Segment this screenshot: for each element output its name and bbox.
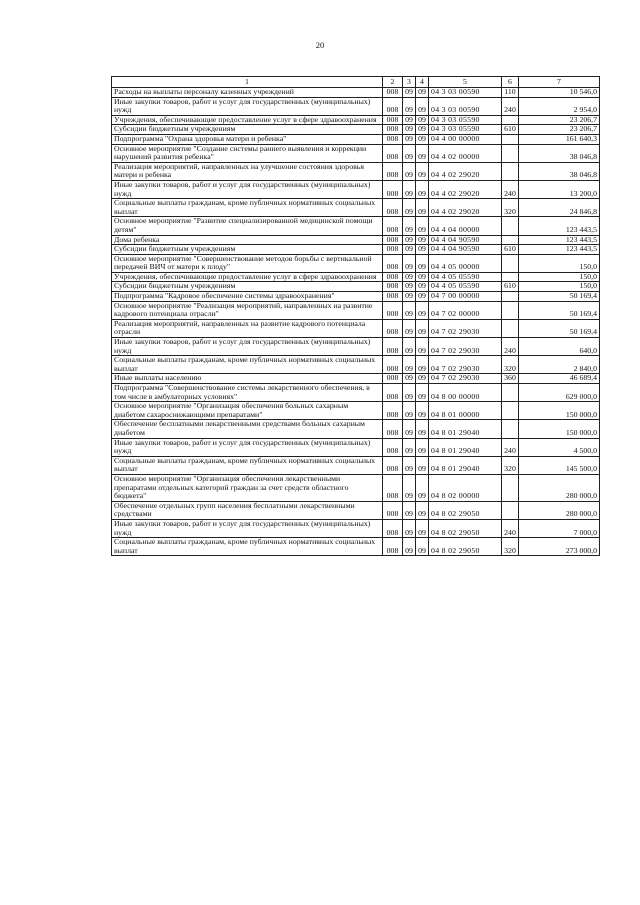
row-subsection-code-cell: 09 (416, 245, 429, 255)
row-subsection-code-cell: 09 (416, 125, 429, 135)
row-amount-cell: 629 000,0 (519, 384, 600, 402)
row-target-article-cell: 04 7 02 00000 (429, 301, 502, 319)
row-section-code-cell: 09 (403, 272, 416, 282)
row-expense-type-cell: 240 (502, 180, 519, 198)
row-amount-cell: 2 840,0 (519, 356, 600, 374)
budget-table (111, 76, 600, 556)
row-target-article-cell: 04 8 02 29050 (429, 501, 502, 519)
table-row (112, 134, 600, 144)
row-expense-type-cell: 320 (502, 356, 519, 374)
row-ministry-code-cell: 008 (383, 88, 403, 98)
row-name-cell: Субсидии бюджетным учреждениям (112, 282, 383, 292)
row-expense-type-cell: 240 (502, 338, 519, 356)
row-expense-type-cell: 360 (502, 374, 519, 384)
row-subsection-code-cell: 09 (416, 519, 429, 537)
row-section-code-cell: 09 (403, 301, 416, 319)
header-cell: 1 (112, 77, 383, 88)
table-row (112, 272, 600, 282)
table-row (112, 199, 600, 217)
header-cell: 2 (383, 77, 403, 88)
row-ministry-code-cell: 008 (383, 282, 403, 292)
row-expense-type-cell (502, 162, 519, 180)
row-name-cell: Социальные выплаты гражданам, кроме публичных нормативных социальных выплат (112, 538, 383, 556)
row-section-code-cell: 09 (403, 254, 416, 272)
row-amount-cell: 50 169,4 (519, 319, 600, 337)
row-name-cell: Реализация мероприятий, направленных на улучшение состояния здоровья матери и ребенка (112, 162, 383, 180)
row-name-cell: Обеспечение бесплатными лекарственными средствами больных сахарным диабетом (112, 420, 383, 438)
table-row (112, 356, 600, 374)
row-ministry-code-cell: 008 (383, 301, 403, 319)
row-section-code-cell: 09 (403, 134, 416, 144)
table-row (112, 301, 600, 319)
row-amount-cell: 23 206,7 (519, 115, 600, 125)
table-row (112, 501, 600, 519)
row-subsection-code-cell: 09 (416, 292, 429, 302)
row-ministry-code-cell: 008 (383, 254, 403, 272)
header-cell: 3 (403, 77, 416, 88)
row-subsection-code-cell: 09 (416, 272, 429, 282)
row-section-code-cell: 09 (403, 338, 416, 356)
table-row (112, 384, 600, 402)
row-subsection-code-cell: 09 (416, 374, 429, 384)
row-expense-type-cell: 610 (502, 125, 519, 135)
row-subsection-code-cell: 09 (416, 134, 429, 144)
row-subsection-code-cell: 09 (416, 402, 429, 420)
row-amount-cell: 145 500,0 (519, 456, 600, 474)
row-ministry-code-cell: 008 (383, 402, 403, 420)
row-subsection-code-cell: 09 (416, 501, 429, 519)
row-subsection-code-cell: 09 (416, 162, 429, 180)
row-ministry-code-cell: 008 (383, 97, 403, 115)
row-amount-cell: 123 443,5 (519, 235, 600, 245)
row-subsection-code-cell: 09 (416, 88, 429, 98)
row-amount-cell: 161 640,3 (519, 134, 600, 144)
row-name-cell: Иные закупки товаров, работ и услуг для государственных (муниципальных) нужд (112, 180, 383, 198)
row-amount-cell: 273 000,0 (519, 538, 600, 556)
row-target-article-cell: 04 4 02 00000 (429, 144, 502, 162)
row-subsection-code-cell: 09 (416, 456, 429, 474)
row-section-code-cell: 09 (403, 235, 416, 245)
row-section-code-cell: 09 (403, 374, 416, 384)
row-section-code-cell: 09 (403, 217, 416, 235)
row-target-article-cell: 04 8 00 00000 (429, 384, 502, 402)
table-row (112, 319, 600, 337)
row-section-code-cell: 09 (403, 199, 416, 217)
row-target-article-cell: 04 3 03 00590 (429, 97, 502, 115)
row-target-article-cell: 04 3 03 05590 (429, 115, 502, 125)
table-row (112, 162, 600, 180)
row-section-code-cell: 09 (403, 292, 416, 302)
row-section-code-cell: 09 (403, 438, 416, 456)
row-section-code-cell: 09 (403, 180, 416, 198)
row-amount-cell: 280 000,0 (519, 501, 600, 519)
row-name-cell: Реализация мероприятий, направленных на развитие кадрового потенциала отрасли (112, 319, 383, 337)
row-amount-cell: 640,0 (519, 338, 600, 356)
row-name-cell: Основное мероприятие "Реализация мероприятий, направленных на развитие кадрового потенциала отрасли" (112, 301, 383, 319)
table-body (112, 88, 600, 556)
row-section-code-cell: 09 (403, 282, 416, 292)
row-section-code-cell: 09 (403, 456, 416, 474)
row-name-cell: Учреждения, обеспечивающие предоставление услуг в сфере здравоохранения (112, 272, 383, 282)
row-subsection-code-cell: 09 (416, 235, 429, 245)
row-subsection-code-cell: 09 (416, 180, 429, 198)
table-header-row (112, 77, 600, 88)
row-expense-type-cell (502, 254, 519, 272)
row-expense-type-cell (502, 217, 519, 235)
header-cell: 4 (416, 77, 429, 88)
row-amount-cell: 150,0 (519, 282, 600, 292)
row-ministry-code-cell: 008 (383, 374, 403, 384)
row-ministry-code-cell: 008 (383, 456, 403, 474)
row-name-cell: Основное мероприятие "Создание системы раннего выявления и коррекции нарушений развития ребенка" (112, 144, 383, 162)
row-subsection-code-cell: 09 (416, 356, 429, 374)
table-row (112, 402, 600, 420)
row-target-article-cell: 04 7 02 29030 (429, 338, 502, 356)
row-amount-cell: 23 206,7 (519, 125, 600, 135)
row-subsection-code-cell: 09 (416, 420, 429, 438)
table-row (112, 245, 600, 255)
row-ministry-code-cell: 008 (383, 292, 403, 302)
row-target-article-cell: 04 3 03 00590 (429, 88, 502, 98)
table-row (112, 292, 600, 302)
row-ministry-code-cell: 008 (383, 474, 403, 501)
row-expense-type-cell: 320 (502, 538, 519, 556)
row-section-code-cell: 09 (403, 144, 416, 162)
row-amount-cell: 38 046,8 (519, 144, 600, 162)
table-row (112, 338, 600, 356)
row-subsection-code-cell: 09 (416, 115, 429, 125)
row-subsection-code-cell: 09 (416, 474, 429, 501)
table-row (112, 374, 600, 384)
table-row (112, 144, 600, 162)
row-target-article-cell: 04 8 01 29040 (429, 420, 502, 438)
row-target-article-cell: 04 4 05 05590 (429, 272, 502, 282)
row-expense-type-cell (502, 235, 519, 245)
row-amount-cell: 10 546,0 (519, 88, 600, 98)
table-row (112, 254, 600, 272)
row-amount-cell: 150 000,0 (519, 420, 600, 438)
row-ministry-code-cell: 008 (383, 180, 403, 198)
row-expense-type-cell: 610 (502, 282, 519, 292)
row-subsection-code-cell: 09 (416, 319, 429, 337)
row-name-cell: Иные закупки товаров, работ и услуг для государственных (муниципальных) нужд (112, 519, 383, 537)
header-cell: 5 (429, 77, 502, 88)
row-target-article-cell: 04 4 02 29020 (429, 180, 502, 198)
row-section-code-cell: 09 (403, 319, 416, 337)
row-target-article-cell: 04 7 02 29030 (429, 319, 502, 337)
row-amount-cell: 24 846,8 (519, 199, 600, 217)
row-amount-cell: 38 046,8 (519, 162, 600, 180)
row-name-cell: Основное мероприятие "Организация обеспечения лекарственными препаратами отдельных категорий граждан за счет средств областного бюджета" (112, 474, 383, 501)
row-ministry-code-cell: 008 (383, 199, 403, 217)
row-ministry-code-cell: 008 (383, 501, 403, 519)
row-target-article-cell: 04 8 01 29040 (429, 456, 502, 474)
row-expense-type-cell (502, 384, 519, 402)
row-target-article-cell: 04 4 00 00000 (429, 134, 502, 144)
row-target-article-cell: 04 4 04 90590 (429, 245, 502, 255)
row-expense-type-cell: 320 (502, 456, 519, 474)
row-name-cell: Иные закупки товаров, работ и услуг для государственных (муниципальных) нужд (112, 97, 383, 115)
row-name-cell: Основное мероприятие "Развитие специализированной медицинской помощи детям" (112, 217, 383, 235)
row-target-article-cell: 04 8 01 29040 (429, 438, 502, 456)
row-ministry-code-cell: 008 (383, 245, 403, 255)
table-row (112, 519, 600, 537)
row-amount-cell: 150 000,0 (519, 402, 600, 420)
row-subsection-code-cell: 09 (416, 338, 429, 356)
row-expense-type-cell (502, 301, 519, 319)
row-target-article-cell: 04 4 04 90590 (429, 235, 502, 245)
row-name-cell: Социальные выплаты гражданам, кроме публичных нормативных социальных выплат (112, 356, 383, 374)
row-subsection-code-cell: 09 (416, 301, 429, 319)
row-name-cell: Учреждения, обеспечивающие предоставление услуг в сфере здравоохранения (112, 115, 383, 125)
row-subsection-code-cell: 09 (416, 199, 429, 217)
row-section-code-cell: 09 (403, 384, 416, 402)
row-expense-type-cell: 610 (502, 245, 519, 255)
row-name-cell: Расходы на выплаты персоналу казенных учреждений (112, 88, 383, 98)
row-target-article-cell: 04 8 02 00000 (429, 474, 502, 501)
row-subsection-code-cell: 09 (416, 538, 429, 556)
row-name-cell: Подпрограмма "Кадровое обеспечение системы здравоохранения" (112, 292, 383, 302)
row-expense-type-cell: 240 (502, 519, 519, 537)
row-amount-cell: 50 169,4 (519, 301, 600, 319)
row-target-article-cell: 04 4 02 29020 (429, 162, 502, 180)
row-target-article-cell: 04 3 03 05590 (429, 125, 502, 135)
row-expense-type-cell: 320 (502, 199, 519, 217)
row-name-cell: Социальные выплаты гражданам, кроме публичных нормативных социальных выплат (112, 199, 383, 217)
row-section-code-cell: 09 (403, 356, 416, 374)
row-expense-type-cell (502, 272, 519, 282)
row-target-article-cell: 04 8 02 29050 (429, 519, 502, 537)
row-section-code-cell: 09 (403, 474, 416, 501)
row-ministry-code-cell: 008 (383, 519, 403, 537)
row-amount-cell: 50 169,4 (519, 292, 600, 302)
row-subsection-code-cell: 09 (416, 384, 429, 402)
row-target-article-cell: 04 4 05 00000 (429, 254, 502, 272)
row-subsection-code-cell: 09 (416, 217, 429, 235)
table-row (112, 180, 600, 198)
row-subsection-code-cell: 09 (416, 438, 429, 456)
row-section-code-cell: 09 (403, 162, 416, 180)
row-name-cell: Иные закупки товаров, работ и услуг для государственных (муниципальных) нужд (112, 338, 383, 356)
row-section-code-cell: 09 (403, 97, 416, 115)
row-name-cell: Обеспечение отдельных групп населения бесплатными лекарственными средствами (112, 501, 383, 519)
row-amount-cell: 150,0 (519, 272, 600, 282)
row-subsection-code-cell: 09 (416, 254, 429, 272)
row-target-article-cell: 04 8 02 29050 (429, 538, 502, 556)
row-section-code-cell: 09 (403, 115, 416, 125)
row-name-cell: Подпрограмма "Охрана здоровья матери и ребенка" (112, 134, 383, 144)
row-target-article-cell: 04 7 00 00000 (429, 292, 502, 302)
row-subsection-code-cell: 09 (416, 144, 429, 162)
row-expense-type-cell (502, 319, 519, 337)
row-target-article-cell: 04 7 02 29030 (429, 356, 502, 374)
row-section-code-cell: 09 (403, 501, 416, 519)
row-target-article-cell: 04 4 02 29020 (429, 199, 502, 217)
row-ministry-code-cell: 008 (383, 538, 403, 556)
row-ministry-code-cell: 008 (383, 420, 403, 438)
row-expense-type-cell (502, 134, 519, 144)
table-row (112, 474, 600, 501)
row-target-article-cell: 04 7 02 29030 (429, 374, 502, 384)
table-row (112, 115, 600, 125)
row-ministry-code-cell: 008 (383, 338, 403, 356)
row-name-cell: Дома ребенка (112, 235, 383, 245)
row-amount-cell: 2 954,0 (519, 97, 600, 115)
table-row (112, 456, 600, 474)
row-expense-type-cell (502, 501, 519, 519)
row-name-cell: Основное мероприятие "Совершенствование методов борьбы с вертикальной передачей ВИЧ от матери к плоду" (112, 254, 383, 272)
row-name-cell: Иные закупки товаров, работ и услуг для государственных (муниципальных) нужд (112, 438, 383, 456)
row-name-cell: Иные выплаты населению (112, 374, 383, 384)
row-name-cell: Субсидии бюджетным учреждениям (112, 125, 383, 135)
row-amount-cell: 46 689,4 (519, 374, 600, 384)
table-row (112, 97, 600, 115)
row-ministry-code-cell: 008 (383, 125, 403, 135)
row-ministry-code-cell: 008 (383, 384, 403, 402)
row-subsection-code-cell: 09 (416, 97, 429, 115)
row-amount-cell: 123 443,5 (519, 245, 600, 255)
table-row (112, 217, 600, 235)
row-ministry-code-cell: 008 (383, 235, 403, 245)
table-row (112, 438, 600, 456)
row-expense-type-cell: 110 (502, 88, 519, 98)
row-section-code-cell: 09 (403, 88, 416, 98)
row-section-code-cell: 09 (403, 420, 416, 438)
row-expense-type-cell (502, 292, 519, 302)
row-section-code-cell: 09 (403, 538, 416, 556)
table-row (112, 282, 600, 292)
row-name-cell: Основное мероприятие "Организация обеспечения больных сахарным диабетом сахароснижающими препаратами" (112, 402, 383, 420)
row-ministry-code-cell: 008 (383, 162, 403, 180)
row-section-code-cell: 09 (403, 245, 416, 255)
row-amount-cell: 150,0 (519, 254, 600, 272)
row-name-cell: Подпрограмма "Совершенствование системы лекарственного обеспечения, в том числе в амбулаторных условиях" (112, 384, 383, 402)
row-amount-cell: 123 443,5 (519, 217, 600, 235)
header-cell: 7 (519, 77, 600, 88)
row-amount-cell: 13 200,0 (519, 180, 600, 198)
page-number: 20 (315, 40, 325, 50)
row-target-article-cell: 04 8 01 00000 (429, 402, 502, 420)
row-expense-type-cell: 240 (502, 97, 519, 115)
row-ministry-code-cell: 008 (383, 438, 403, 456)
row-section-code-cell: 09 (403, 125, 416, 135)
row-amount-cell: 4 500,0 (519, 438, 600, 456)
table-row (112, 88, 600, 98)
row-ministry-code-cell: 008 (383, 319, 403, 337)
row-expense-type-cell (502, 420, 519, 438)
row-expense-type-cell (502, 474, 519, 501)
row-ministry-code-cell: 008 (383, 272, 403, 282)
table-row (112, 235, 600, 245)
table-row (112, 420, 600, 438)
row-name-cell: Субсидии бюджетным учреждениям (112, 245, 383, 255)
row-ministry-code-cell: 008 (383, 144, 403, 162)
table-row (112, 125, 600, 135)
row-amount-cell: 7 000,0 (519, 519, 600, 537)
row-amount-cell: 280 000,0 (519, 474, 600, 501)
row-expense-type-cell (502, 144, 519, 162)
row-target-article-cell: 04 4 05 05590 (429, 282, 502, 292)
row-section-code-cell: 09 (403, 402, 416, 420)
row-ministry-code-cell: 008 (383, 115, 403, 125)
table-row (112, 538, 600, 556)
row-expense-type-cell (502, 402, 519, 420)
row-name-cell: Социальные выплаты гражданам, кроме публичных нормативных социальных выплат (112, 456, 383, 474)
row-subsection-code-cell: 09 (416, 282, 429, 292)
row-ministry-code-cell: 008 (383, 134, 403, 144)
header-cell: 6 (502, 77, 519, 88)
row-expense-type-cell: 240 (502, 438, 519, 456)
row-target-article-cell: 04 4 04 00000 (429, 217, 502, 235)
row-ministry-code-cell: 008 (383, 217, 403, 235)
row-ministry-code-cell: 008 (383, 356, 403, 374)
row-expense-type-cell (502, 115, 519, 125)
row-section-code-cell: 09 (403, 519, 416, 537)
